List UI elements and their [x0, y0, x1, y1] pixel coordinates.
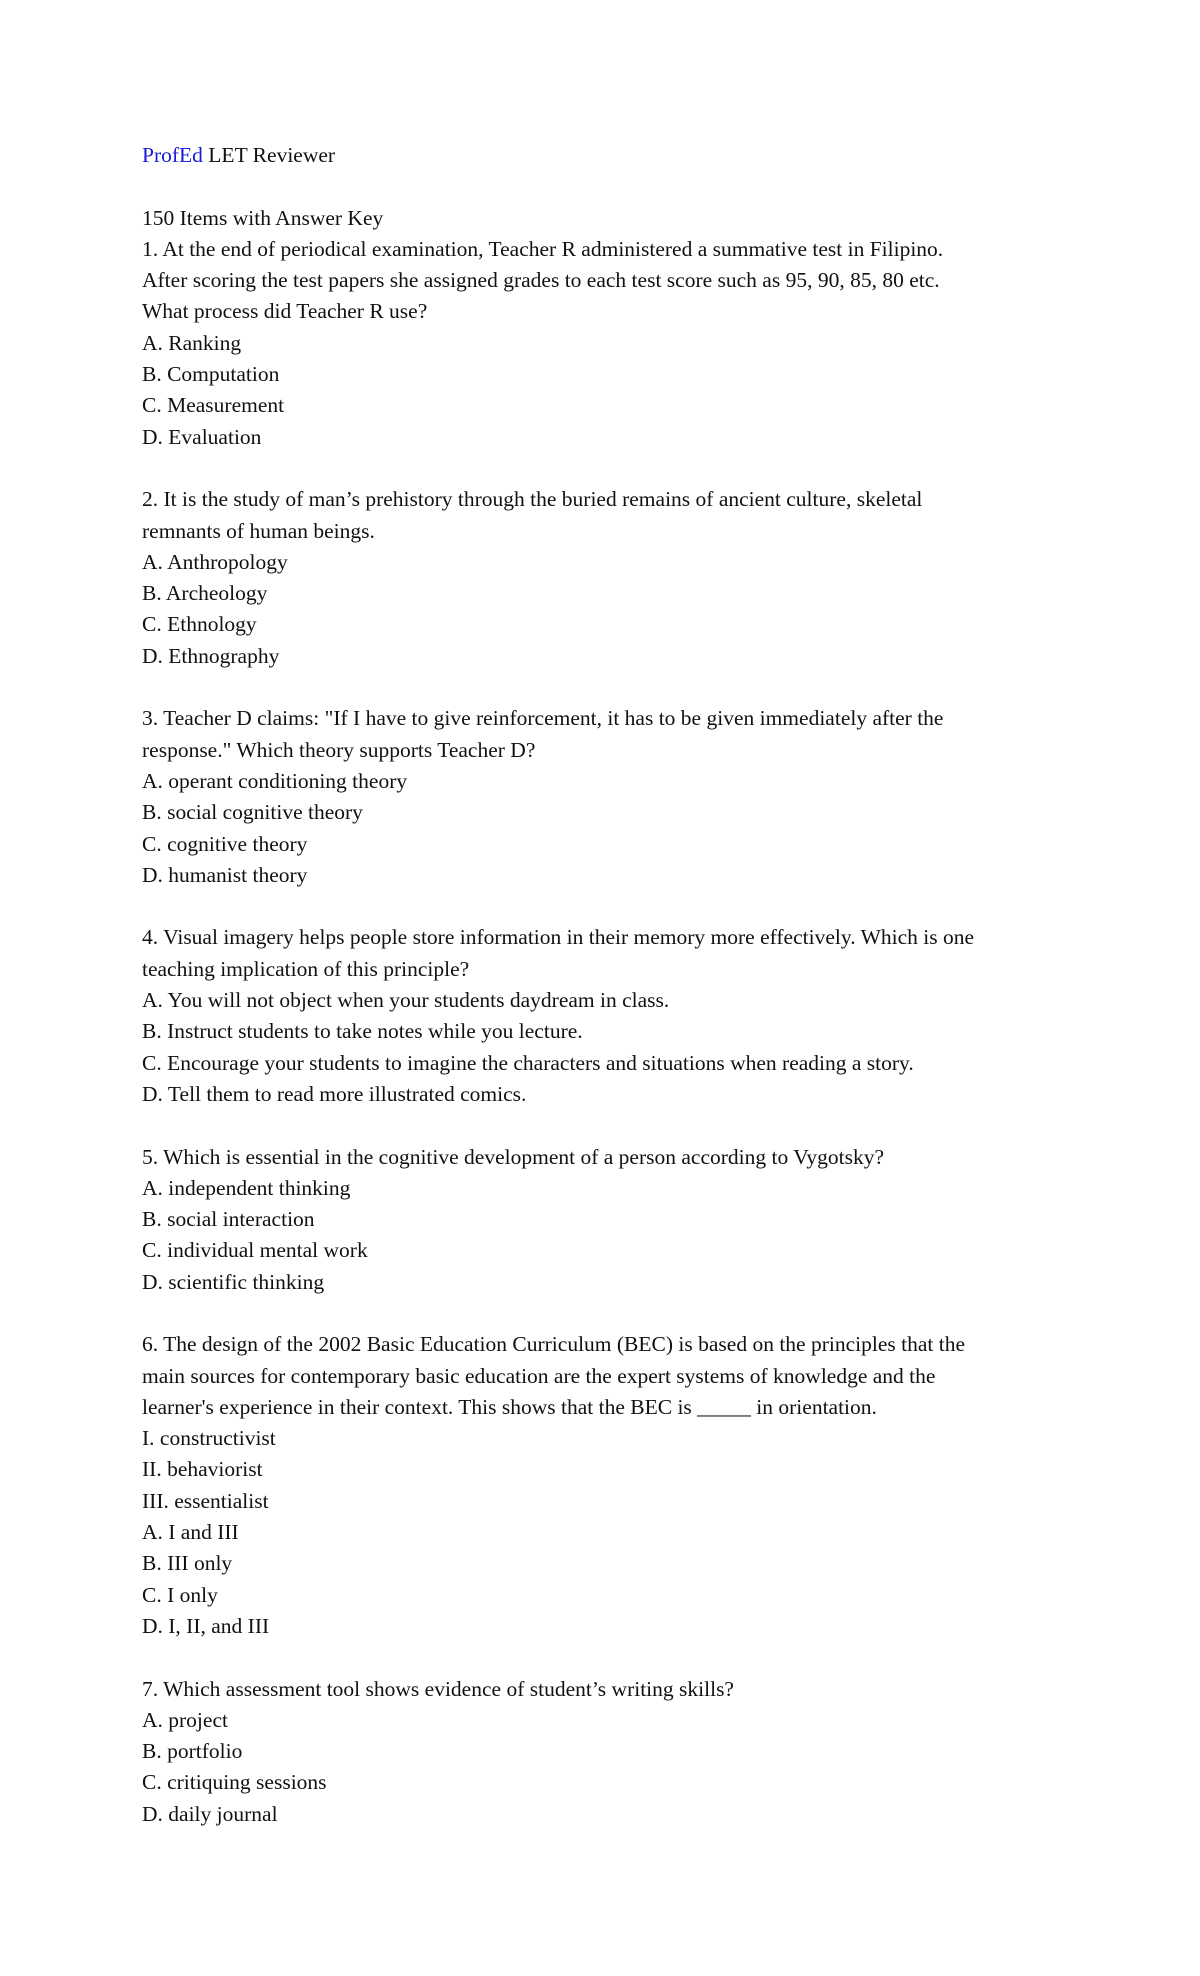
answer-option: C. individual mental work: [142, 1238, 368, 1263]
answer-option: B. portfolio: [142, 1739, 243, 1764]
answer-option: C. Ethnology: [142, 612, 257, 637]
answer-option: B. social cognitive theory: [142, 800, 363, 825]
answer-option: C. I only: [142, 1582, 218, 1607]
question-text-line: What process did Teacher R use?: [142, 299, 428, 324]
answer-option: B. social interaction: [142, 1207, 315, 1232]
question-text-line: 6. The design of the 2002 Basic Education Curriculum (BEC) is based on the principles that the: [142, 1332, 966, 1357]
answer-option: C. Measurement: [142, 393, 285, 418]
statement-item: II. behaviorist: [142, 1457, 263, 1482]
question-7: [142, 1674, 1082, 1830]
question-text-line: main sources for contemporary basic education are the expert systems of knowledge and the: [142, 1363, 936, 1388]
question-4: [142, 922, 1082, 1110]
answer-option: D. scientific thinking: [142, 1269, 325, 1294]
document-title: [142, 140, 1082, 171]
question-text-line: 1. At the end of periodical examination, Teacher R administered a summative test in Filipino.: [142, 236, 944, 261]
brand-link[interactable]: ProfEd: [142, 143, 203, 167]
answer-option: D. I, II, and III: [142, 1613, 270, 1638]
answer-option: A. Anthropology: [142, 549, 288, 574]
answer-option: B. Instruct students to take notes while you lecture.: [142, 1019, 583, 1044]
answer-option: A. Ranking: [142, 330, 242, 355]
question-1: [142, 234, 1082, 453]
title-text: LET Reviewer: [202, 143, 336, 167]
question-text-line: 5. Which is essential in the cognitive development of a person according to Vygotsky?: [142, 1144, 884, 1169]
question-text-line: 2. It is the study of man’s prehistory through the buried remains of ancient culture, skeletal: [142, 487, 923, 512]
answer-option: C. Encourage your students to imagine the characters and situations when reading a story.: [142, 1050, 914, 1075]
answer-option: A. I and III: [142, 1520, 239, 1545]
answer-option: D. Tell them to read more illustrated comics.: [142, 1081, 527, 1106]
question-5: [142, 1142, 1082, 1298]
answer-option: C. critiquing sessions: [142, 1770, 327, 1795]
statement-item: I. constructivist: [142, 1426, 276, 1451]
document-body: [142, 140, 1082, 1830]
answer-option: D. humanist theory: [142, 862, 308, 887]
question-text-line: remnants of human beings.: [142, 518, 375, 543]
answer-option: D. Ethnography: [142, 643, 280, 668]
question-text-line: teaching implication of this principle?: [142, 956, 470, 981]
answer-option: C. cognitive theory: [142, 831, 308, 856]
answer-option: B. Computation: [142, 362, 280, 387]
question-text-line: 7. Which assessment tool shows evidence of student’s writing skills?: [142, 1676, 734, 1701]
question-6: [142, 1329, 1082, 1642]
question-3: [142, 703, 1082, 891]
question-text-line: learner's experience in their context. This shows that the BEC is _____ in orientation.: [142, 1394, 877, 1419]
question-text-line: response." Which theory supports Teacher D?: [142, 737, 536, 762]
question-text-line: 4. Visual imagery helps people store information in their memory more effectively. Which is one: [142, 925, 975, 950]
answer-option: D. Evaluation: [142, 424, 262, 449]
answer-option: D. daily journal: [142, 1801, 278, 1826]
answer-option: A. You will not object when your students daydream in class.: [142, 988, 670, 1013]
statement-item: III. essentialist: [142, 1488, 269, 1513]
question-2: [142, 484, 1082, 672]
answer-option: A. independent thinking: [142, 1175, 351, 1200]
answer-option: A. operant conditioning theory: [142, 768, 408, 793]
answer-option: B. Archeology: [142, 581, 268, 606]
answer-option: B. III only: [142, 1551, 233, 1576]
question-text-line: 3. Teacher D claims: "If I have to give reinforcement, it has to be given immediately after the: [142, 706, 944, 731]
document-subtitle: 150 Items with Answer Key: [142, 205, 384, 230]
answer-option: A. project: [142, 1707, 228, 1732]
question-text-line: After scoring the test papers she assigned grades to each test score such as 95, 90, 85, 80 etc.: [142, 268, 940, 293]
